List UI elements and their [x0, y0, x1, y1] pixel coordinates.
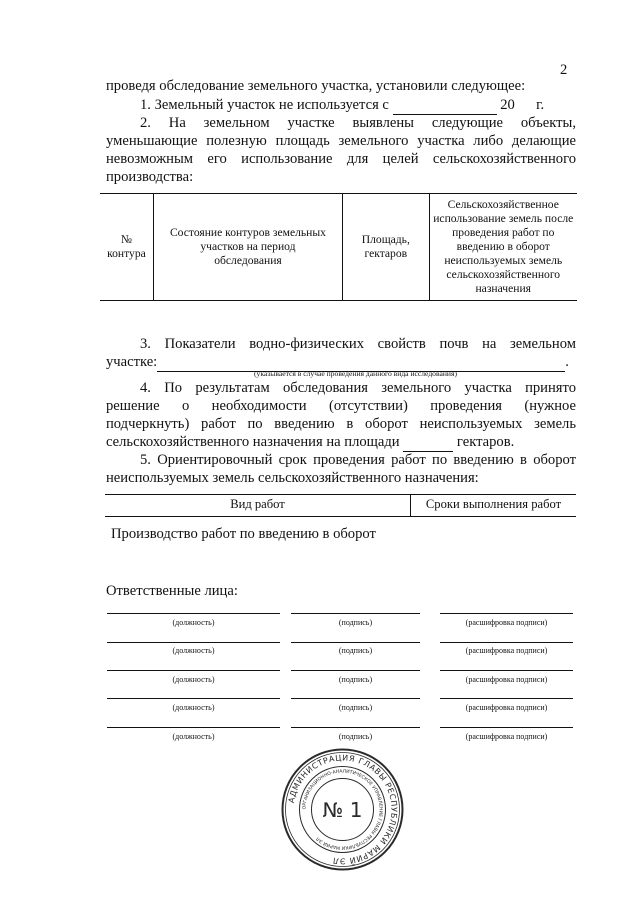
stamp-outer-text: АДМИНИСТРАЦИЯ ГЛАВЫ РЕСПУБЛИКИ МАРИЙ ЭЛ: [286, 753, 399, 866]
item-1: [140, 96, 544, 115]
signature-line-decoding-1: [440, 613, 573, 614]
item-4-line-2: решение о необходимости (отсутствии) проведения (нужное: [106, 398, 576, 414]
item-1-year: 20: [500, 97, 515, 113]
signature-line-position-2: [107, 642, 280, 643]
responsible-title: Ответственные лица:: [106, 583, 238, 599]
signature-line-signature-3: [291, 670, 420, 671]
works-line: Производство работ по введению в оборот: [111, 526, 376, 542]
caption-signature-2: (подпись): [338, 646, 373, 655]
table-1-header-state: Состояние контуров земельных участков на период обследования: [153, 193, 342, 300]
signature-line-position-1: [107, 613, 280, 614]
caption-decoding-1: (расшифровка подписи): [465, 618, 548, 627]
item-3-end: .: [565, 354, 569, 370]
signature-line-signature-1: [291, 613, 420, 614]
caption-position-1: (должность): [172, 618, 215, 627]
table-1-header-contour-no: № контура: [100, 193, 153, 300]
signature-line-decoding-2: [440, 642, 573, 643]
item-3-line-1: 3. Показатели водно-физических свойств почв на земельном: [140, 336, 576, 352]
item-1-date-blank: [393, 96, 497, 115]
caption-position-4: (должность): [172, 703, 215, 712]
item-2-line-1: 2. На земельном участке выявлены следующие объекты,: [140, 115, 576, 131]
item-4-line-3: подчеркнуть) работ по введению в оборот неиспользуемых земель: [106, 416, 576, 432]
signature-line-signature-2: [291, 642, 420, 643]
item-4-line-4-prefix: сельскохозяйственного назначения на площади: [106, 434, 400, 450]
item-1-suffix: г.: [536, 97, 545, 113]
item-3-note: (указывается в случае проведения данного вида исследования): [254, 369, 457, 378]
caption-decoding-4: (расшифровка подписи): [465, 703, 548, 712]
signature-line-position-4: [107, 698, 280, 699]
table-1-header-area: Площадь, гектаров: [343, 193, 429, 300]
caption-position-5: (должность): [172, 732, 215, 741]
table-2-header-deadlines: Сроки выполнения работ: [425, 497, 562, 511]
item-5-line-2: неиспользуемых земель сельскохозяйственного назначения:: [106, 470, 479, 486]
item-5-line-1: 5. Ориентировочный срок проведения работ по введению в оборот: [140, 452, 576, 468]
caption-decoding-2: (расшифровка подписи): [465, 646, 548, 655]
stamp-center-number: № 1: [322, 798, 363, 822]
item-2-line-4: производства:: [106, 169, 194, 185]
item-4-area-blank: [403, 433, 453, 452]
item-1-prefix: 1. Земельный участок не используется с: [140, 97, 389, 113]
signature-line-signature-4: [291, 698, 420, 699]
stamp-inner-text: ОРГАНИЗАЦИОННО-АНАЛИТИЧЕСКОЕ УПРАВЛЕНИЕ ГЛАВЫ РЕСПУБЛИКИ МАРИЙ ЭЛ: [302, 769, 383, 850]
table-2-header-work-type: Вид работ: [230, 497, 285, 511]
intro-line: проведя обследование земельного участка, установили следующее:: [106, 78, 526, 94]
caption-decoding-3: (расшифровка подписи): [465, 675, 548, 684]
signature-line-position-5: [107, 727, 280, 728]
caption-signature-5: (подпись): [338, 732, 373, 741]
caption-position-3: (должность): [172, 675, 215, 684]
table-1-header-agri-use: Сельскохозяйственное использование земель после проведения работ по введению в оборот неиспользуемых земель сельскохозяйственного назначения: [429, 193, 577, 300]
item-3-label: участке:: [106, 354, 158, 370]
caption-position-2: (должность): [172, 646, 215, 655]
official-stamp: [280, 747, 405, 872]
signature-line-decoding-3: [440, 670, 573, 671]
item-2-line-2: уменьшающие полезную площадь земельного участка либо делающие: [106, 133, 576, 149]
caption-signature-1: (подпись): [338, 618, 373, 627]
caption-signature-3: (подпись): [338, 675, 373, 684]
caption-decoding-5: (расшифровка подписи): [465, 732, 548, 741]
signature-line-signature-5: [291, 727, 420, 728]
item-4-line-4-suffix: гектаров.: [456, 434, 515, 450]
signature-line-decoding-5: [440, 727, 573, 728]
page-number: 2: [560, 62, 568, 78]
objects-table: [100, 193, 577, 300]
item-4-line-4: [106, 433, 514, 452]
table-1-bottom-border: [100, 300, 577, 301]
table-2-top-border: [105, 494, 576, 495]
table-2-bottom-border: [105, 516, 576, 517]
caption-signature-4: (подпись): [338, 703, 373, 712]
item-4-line-1: 4. По результатам обследования земельного участка принято: [140, 380, 576, 396]
signature-line-decoding-4: [440, 698, 573, 699]
signature-line-position-3: [107, 670, 280, 671]
item-2-line-3: невозможным его использование для целей сельскохозяйственного: [106, 151, 576, 167]
